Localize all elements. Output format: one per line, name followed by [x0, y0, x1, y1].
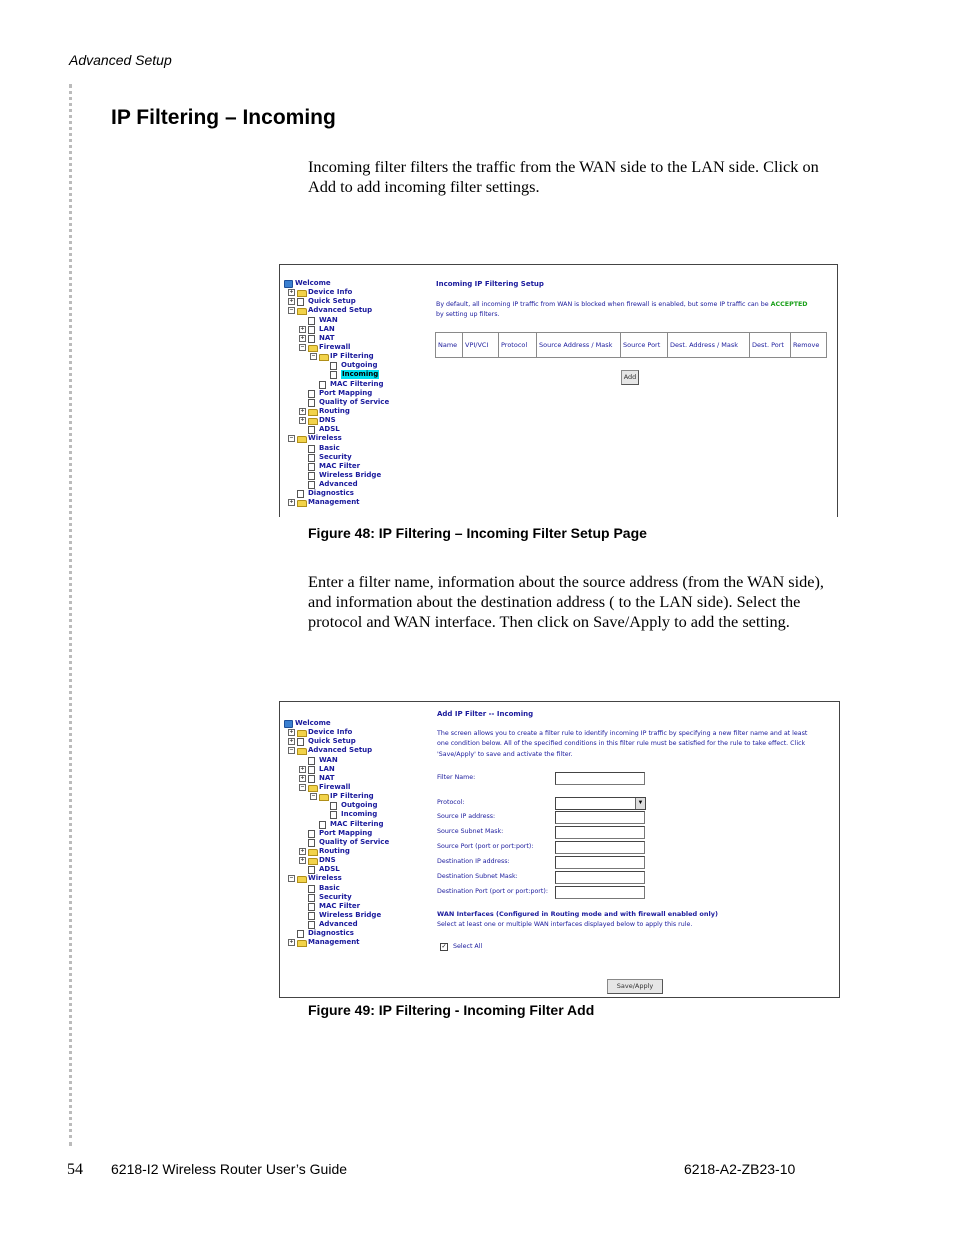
- page-icon: [297, 298, 304, 306]
- expand-icon[interactable]: +: [289, 499, 294, 506]
- figure-49-screenshot: [279, 701, 840, 998]
- add-button[interactable]: Add: [621, 370, 639, 385]
- tree-item-label: Routing: [319, 406, 350, 415]
- tree-item-label: Basic: [319, 443, 340, 452]
- tree-item-label: Basic: [319, 883, 340, 892]
- tree-item-label: LAN: [319, 324, 335, 333]
- tree-item-label: Diagnostics: [308, 929, 354, 938]
- expand-icon[interactable]: +: [300, 765, 305, 772]
- incoming-filter-title: Incoming IP Filtering Setup: [436, 280, 544, 288]
- select-all-checkbox[interactable]: ✓: [441, 944, 447, 950]
- intro-paragraph: Incoming filter filters the traffic from the WAN side to the LAN side. Click on Add to add incoming filter settings.: [308, 157, 819, 196]
- tree-item-label: WAN: [319, 755, 338, 764]
- collapse-icon[interactable]: −: [289, 435, 294, 442]
- tree-item-label: Wireless: [308, 874, 342, 883]
- select-all-label: Select All: [453, 943, 483, 950]
- col-source-address: Source Address / Mask: [537, 333, 621, 358]
- page-icon: [297, 930, 304, 938]
- source-mask-label: Source Subnet Mask:: [437, 828, 504, 835]
- tree-item-label: NAT: [319, 333, 335, 342]
- collapse-icon[interactable]: −: [289, 875, 294, 882]
- tree-item-label: Welcome: [295, 719, 331, 727]
- document-id: 6218-A2-ZB23-10: [684, 1161, 796, 1177]
- collapse-icon[interactable]: −: [311, 353, 316, 360]
- dest-port-input[interactable]: [555, 886, 645, 899]
- tree-item-label: Wireless Bridge: [319, 910, 382, 919]
- filter-table-header: [436, 333, 827, 358]
- tree-item-label: Security: [319, 452, 352, 461]
- tree-item-label: IP Filtering: [330, 352, 374, 361]
- running-header: Advanced Setup: [69, 52, 172, 68]
- expand-icon[interactable]: +: [300, 417, 305, 424]
- folder-icon: [308, 785, 318, 792]
- wan-interfaces-title: WAN Interfaces (Configured in Routing mode and with firewall enabled only): [437, 910, 718, 918]
- page-icon: [308, 326, 315, 334]
- page-icon: [308, 912, 315, 920]
- page-icon: [308, 445, 315, 453]
- tree-item-label: Quick Setup: [308, 737, 356, 746]
- second-paragraph: Enter a filter name, information about the source address (from the WAN side), and information about the destination address ( to the LAN side). Select the protocol and WAN interface. Then click on Save/Apply to add the setting.: [308, 572, 825, 631]
- tree-item-label: Device Info: [308, 288, 353, 297]
- page-icon: [308, 454, 315, 462]
- folder-icon: [297, 308, 307, 315]
- tree-item-label: DNS: [319, 856, 336, 865]
- tree-item-label: Routing: [319, 846, 350, 855]
- globe-icon: [284, 280, 293, 288]
- col-vpi-vci: VPI/VCI: [463, 333, 499, 358]
- collapse-icon[interactable]: −: [311, 793, 316, 800]
- folder-icon: [297, 436, 307, 443]
- page-icon: [308, 390, 315, 398]
- tree-item-label: Wireless Bridge: [319, 470, 382, 479]
- page-number: 54: [67, 1161, 83, 1178]
- tree-item-label: Management: [308, 498, 360, 507]
- folder-icon: [319, 354, 329, 361]
- col-name: Name: [436, 333, 463, 358]
- expand-icon[interactable]: +: [300, 334, 305, 341]
- col-protocol: Protocol: [499, 333, 537, 358]
- tree-item-label: MAC Filter: [319, 461, 361, 470]
- collapse-icon[interactable]: −: [289, 307, 294, 314]
- tree-item-label: Advanced Setup: [308, 746, 373, 755]
- tree-item-label: LAN: [319, 764, 335, 773]
- dest-mask-label: Destination Subnet Mask:: [437, 873, 518, 880]
- tree-item-label: Quality of Service: [319, 837, 390, 846]
- tree-item-label: IP Filtering: [330, 792, 374, 801]
- figure-49-caption: Figure 49: IP Filtering - Incoming Filter Add: [308, 1002, 595, 1018]
- page-icon: [308, 317, 315, 325]
- page-icon: [330, 371, 337, 379]
- folder-icon: [297, 940, 307, 947]
- tree-item-label: Diagnostics: [308, 489, 354, 498]
- page-icon: [308, 903, 315, 911]
- expand-icon[interactable]: +: [289, 939, 294, 946]
- section-title: IP Filtering – Incoming: [111, 106, 336, 129]
- tree-item-label: Management: [308, 938, 360, 947]
- col-source-port: Source Port: [621, 333, 668, 358]
- expand-icon[interactable]: +: [289, 738, 294, 745]
- page-icon: [297, 738, 304, 746]
- source-mask-input[interactable]: [555, 826, 645, 839]
- expand-icon[interactable]: +: [300, 325, 305, 332]
- tree-item-label: NAT: [319, 773, 335, 782]
- tree-item-label: Wireless: [308, 434, 342, 443]
- page-icon: [308, 885, 315, 893]
- page-icon: [308, 839, 315, 847]
- page-icon: [308, 335, 315, 343]
- filter-name-label: Filter Name:: [437, 774, 476, 781]
- collapse-icon[interactable]: −: [300, 343, 305, 350]
- page-icon: [308, 481, 315, 489]
- wan-interfaces-description: Select at least one or multiple WAN interfaces displayed below to apply this rule.: [437, 921, 693, 928]
- expand-icon[interactable]: +: [300, 774, 305, 781]
- page-icon: [308, 757, 315, 765]
- page-icon: [319, 821, 326, 829]
- col-dest-port: Dest. Port: [750, 333, 791, 358]
- figure-48-screenshot: [279, 264, 838, 517]
- protocol-label: Protocol:: [437, 799, 465, 806]
- expand-icon[interactable]: +: [289, 289, 294, 296]
- source-ip-input[interactable]: [555, 811, 645, 824]
- tree-item-label: Advanced: [319, 480, 358, 489]
- filter-table: [435, 332, 827, 358]
- tree-item-label: MAC Filter: [319, 901, 361, 910]
- page-icon: [308, 921, 315, 929]
- tree-item-label: Firewall: [319, 342, 351, 351]
- col-dest-address: Dest. Address / Mask: [668, 333, 750, 358]
- page-icon: [319, 381, 326, 389]
- tree-item-label: Firewall: [319, 782, 351, 791]
- folder-icon: [308, 858, 318, 865]
- tree-item-label: Quick Setup: [308, 297, 356, 306]
- dest-mask-input[interactable]: [555, 871, 645, 884]
- folder-icon: [319, 794, 329, 801]
- col-remove: Remove: [791, 333, 827, 358]
- add-filter-description: The screen allows you to create a filter rule to identify incoming IP traffic by specifying a new filter name and at least one condition below. All of the specified conditions in this filter rule must be satisfied for the rule to take effect. Click 'Save/Apply' to save and activate the filter.: [437, 730, 808, 758]
- tree-item-label: Incoming: [342, 370, 379, 379]
- filter-name-input[interactable]: [555, 772, 645, 785]
- incoming-filter-description: By default, all incoming IP traffic from WAN is blocked when firewall is enabled, but some IP traffic can be ACCEPTED by setting up filters.: [436, 301, 808, 319]
- folder-icon: [308, 418, 318, 425]
- page-icon: [308, 894, 315, 902]
- page-icon: [308, 775, 315, 783]
- page-icon: [330, 802, 337, 810]
- tree-item-label: MAC Filtering: [330, 379, 384, 388]
- expand-icon[interactable]: +: [300, 847, 305, 854]
- page-icon: [308, 866, 315, 874]
- collapse-icon[interactable]: −: [289, 747, 294, 754]
- guide-title: 6218-I2 Wireless Router User’s Guide: [111, 1161, 348, 1177]
- tree-item-label: Port Mapping: [319, 828, 373, 837]
- page-icon: [308, 472, 315, 480]
- collapse-icon[interactable]: −: [300, 783, 305, 790]
- folder-icon: [297, 876, 307, 883]
- dest-port-label: Destination Port (port or port:port):: [437, 888, 548, 895]
- tree-item-label: Device Info: [308, 728, 353, 737]
- source-port-input[interactable]: [555, 841, 645, 854]
- margin-rule: [69, 84, 72, 1146]
- folder-icon: [297, 730, 307, 737]
- dest-ip-input[interactable]: [555, 856, 645, 869]
- folder-icon: [297, 500, 307, 507]
- expand-icon[interactable]: +: [300, 407, 305, 414]
- tree-item-label: Port Mapping: [319, 388, 373, 397]
- page-icon: [308, 830, 315, 838]
- globe-icon: [284, 720, 293, 728]
- page-icon: [330, 811, 337, 819]
- source-ip-label: Source IP address:: [437, 813, 496, 820]
- expand-icon[interactable]: +: [289, 298, 294, 305]
- expand-icon[interactable]: +: [289, 729, 294, 736]
- folder-icon: [308, 849, 318, 856]
- tree-item-label: DNS: [319, 416, 336, 425]
- page-icon: [308, 426, 315, 434]
- folder-icon: [297, 748, 307, 755]
- save-apply-button[interactable]: Save/Apply: [607, 979, 663, 994]
- tree-item-label: ADSL: [319, 865, 340, 874]
- tree-item-label: Advanced Setup: [308, 306, 373, 315]
- expand-icon[interactable]: +: [300, 857, 305, 864]
- protocol-select[interactable]: [555, 797, 646, 810]
- tree-item-label: Incoming: [341, 810, 378, 819]
- add-filter-title: Add IP Filter -- Incoming: [437, 710, 534, 718]
- tree-item-label: Quality of Service: [319, 397, 390, 406]
- page-icon: [308, 399, 315, 407]
- tree-item-label: Welcome: [295, 279, 331, 287]
- page-icon: [297, 490, 304, 498]
- page-icon: [308, 463, 315, 471]
- tree-item-label: MAC Filtering: [330, 819, 384, 828]
- folder-icon: [308, 345, 318, 352]
- tree-item-label: ADSL: [319, 425, 340, 434]
- folder-icon: [297, 290, 307, 297]
- page-icon: [330, 362, 337, 370]
- tree-item-label: WAN: [319, 315, 338, 324]
- tree-item-label: Security: [319, 892, 352, 901]
- chevron-down-icon: ▼: [635, 798, 645, 809]
- tree-item-label: Outgoing: [341, 801, 378, 810]
- page-icon: [308, 766, 315, 774]
- dest-ip-label: Destination IP address:: [437, 858, 510, 865]
- figure-48-caption: Figure 48: IP Filtering – Incoming Filter Setup Page: [308, 525, 647, 541]
- source-port-label: Source Port (port or port:port):: [437, 843, 534, 850]
- tree-item-label: Outgoing: [341, 361, 378, 370]
- tree-item-label: Advanced: [319, 920, 358, 929]
- folder-icon: [308, 409, 318, 416]
